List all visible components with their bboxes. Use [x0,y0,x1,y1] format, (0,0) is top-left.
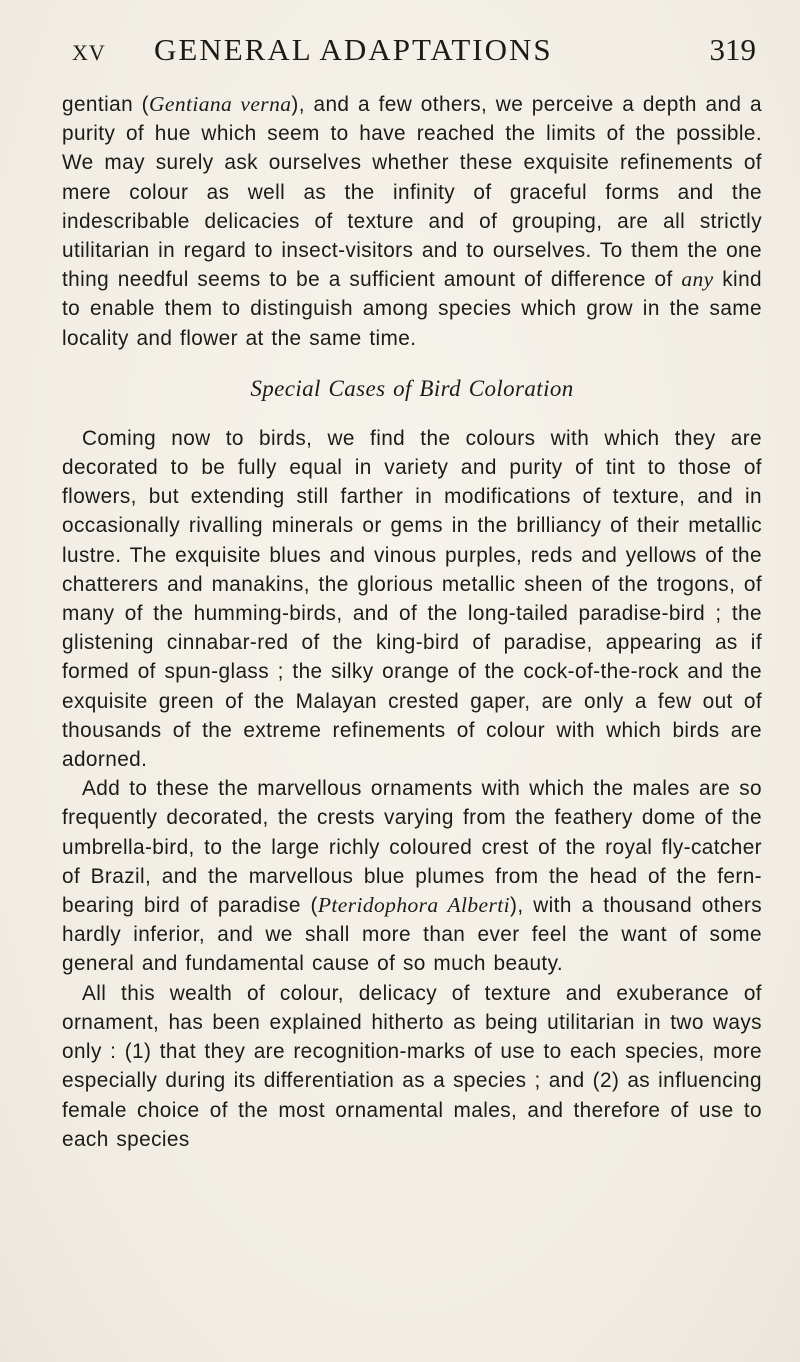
running-head: GENERAL ADAPTATIONS [154,32,553,67]
paragraph-explanation: All this wealth of colour, delicacy of texture and exuberance of ornament, has been explained hitherto as being utilitarian in two ways only : (1) that they are recognition-marks of use to each species, more especially during its differentiation as a species ; and (2) as influencing female choice of the most ornamental males, and therefore of use to each species [62,981,762,1151]
emphasis-italic: any [681,267,714,292]
paragraph-birds: Coming now to birds, we find the colours with which they are decorated to be fully equal in variety and purity of tint to those of flowers, but extending still farther in modifications of texture, and in occasionally rivalling minerals or gems in the brilliancy of their metallic lustre. The exquisite blues and vinous purples, reds and yellows of the chatterers and manakins, the glorious metallic sheen of the trogons, of many of the humming-birds, and of the long-tailed paradise-bird ; the glistening cinnabar-red of the king-bird of paradise, appearing as if formed of spun-glass ; the silky orange of the cock-of-the-rock and the exquisite green of the Malayan crested gaper, are only a few out of thousands of the extreme refinements of colour with which birds are adorned. [62,426,762,772]
paragraph-text: ), and a few others, we perceive a depth and a purity of hue which seem to have reached the limits of the possible. We may surely ask ourselves whether these exquisite refinements of mere colour as well as the infinity of graceful forms and the indescribable delicacies of texture and of grouping, are all strictly utilitarian in regard to insect-visitors and to ourselves. To them the one thing needful seems to be a sufficient amount of difference of [62,93,762,292]
paragraph-text: ), with a thousand others hardly inferior, and we shall more than ever feel the want of some general and fundamental cause of so much beauty. [62,894,762,976]
paragraph-text: kind to enable them to distinguish among species which grow in the same locality and flower at the same time. [62,268,762,350]
paragraph-text: gentian ( [62,93,149,116]
page-header [62,28,760,72]
species-name-italic: Gentiana verna [148,92,292,116]
chapter-numeral: XV [72,40,106,65]
body-text [62,90,762,1154]
paragraph-ornaments [62,774,762,978]
paragraph-text: Add to these the marvellous ornaments with which the males are so frequently decorated, the crests varying from the feathery dome of the umbrella-bird, to the large richly coloured crest of the royal fly-catcher of Brazil, and the marvellous blue plumes from the head of the fern-bearing bird of paradise ( [62,777,762,918]
section-heading: Special Cases of Bird Coloration [250,375,574,401]
page-number: 319 [709,32,756,67]
species-name-italic: Pteridophora Alberti [317,893,510,918]
paragraph-gentian [62,90,762,353]
